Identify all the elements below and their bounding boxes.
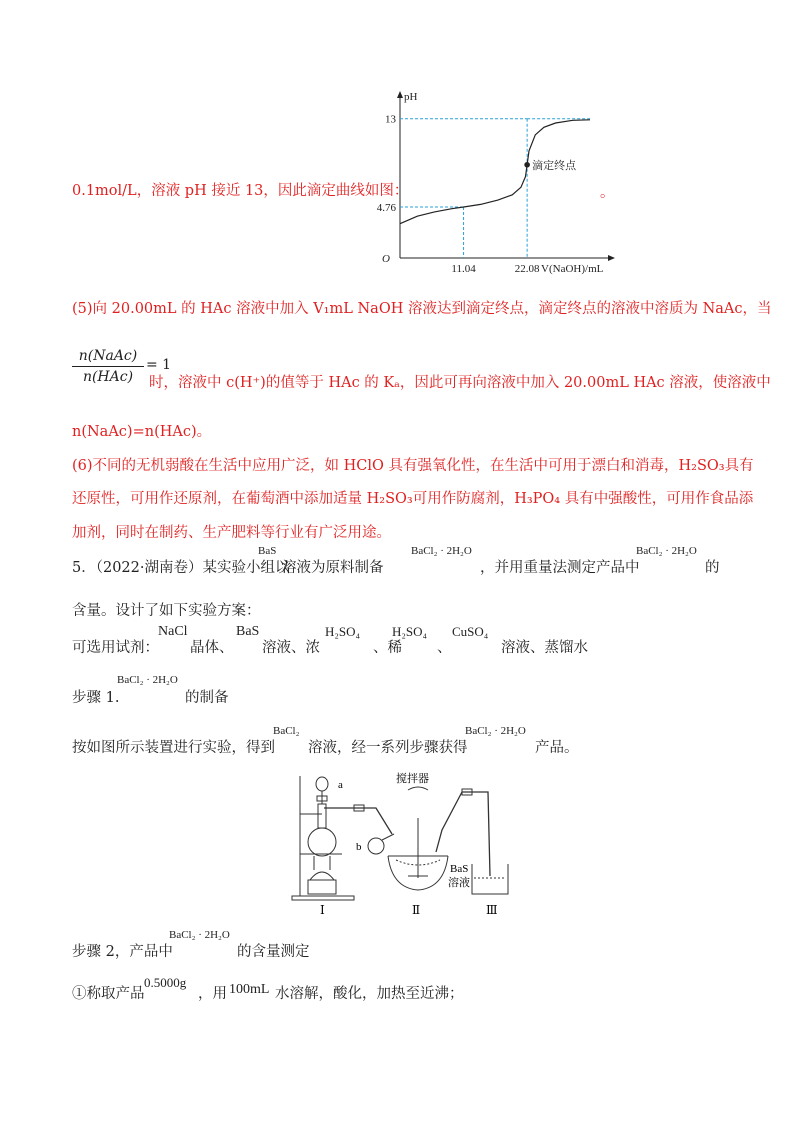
endpoint-label: 滴定终点 [532,159,577,172]
part5-line3: n(NaAc)=n(HAc)。 [72,424,212,440]
y-axis-label: pH [404,91,418,103]
titration-curve-chart [370,88,620,283]
label-solution: 溶液 [448,877,470,889]
label-a: a [338,779,343,791]
part5-line2: 时，溶液中 c(H⁺)的值等于 HAc 的 Kₐ，因此可再向溶液中加入 20.00mL HAc 溶液，使溶液中 [149,375,771,391]
dropping-funnel [316,777,328,791]
x-tick-label: 11.04 [451,263,476,275]
fraction-numerator: n(NaAc) [78,348,138,364]
label-stirrer: 搅拌器 [396,773,429,785]
fraction-denominator: n(HAc) [82,369,134,385]
q5-intro-c: ，并用重量法测定产品中 [480,560,640,576]
formula-bacl2-2h2o: BaCl₂ · 2H₂O [117,674,178,686]
procedure-text-b: 溶液，经一系列步骤获得 [308,740,468,756]
reagent-text-1: 晶体、 [190,640,234,656]
formula-nacl: NaCl [158,624,188,639]
y-tick-label: 4.76 [376,202,396,214]
q5-intro-d: 的 [705,560,720,576]
formula-bacl2: BaCl₂ [273,725,300,737]
procedure-text-c: 产品。 [535,740,579,756]
part5-line1: (5)向 20.00mL 的 HAc 溶液中加入 V₁mL NaOH 溶液达到滴定终点，滴定终点的溶液中溶质为 NaAc，当 [72,301,772,317]
measure1-c: 水溶解，酸化，加热至近沸； [275,986,464,1002]
step1-label: 步骤 1. [72,690,120,706]
q5-intro-a: 5．（2022·湖南卷）某实验小组以 [72,560,290,576]
mole-ratio-fraction [72,348,144,385]
reagent-text-5: 溶液、蒸馏水 [501,640,588,656]
step2-text: 的含量测定 [237,944,310,960]
y-tick-label: 13 [385,113,396,126]
titration-intro-text: 0.1mol/L，溶液 pH 接近 13，因此滴定曲线如图： [72,183,409,199]
part6-line2: 还原性，可用作还原剂，在葡萄酒中添加适量 H₂SO₃可用作防腐剂，H₃PO₄ 具有中强酸性，可用作食品添 [72,491,754,507]
reagents-label: 可选用试剂： [72,640,159,656]
q5-intro-b: 溶液为原料制备 [282,560,384,576]
formula-h2so4: H₂SO₄ [392,624,428,639]
reagent-text-4: 、 [437,640,452,656]
formula-bas: BaS [236,624,260,639]
formula-h2so4: H₂SO₄ [325,624,361,639]
measure1-b: ，用 [198,986,227,1002]
safety-bulb-b [368,838,384,854]
q5-line2: 含量。设计了如下实验方案： [72,603,261,619]
part6-line3: 加剂，同时在制药、生产肥料等行业有广泛用途。 [72,525,391,541]
part6-line1: (6)不同的无机弱酸在生活中应用广泛，如 HClO 具有强氧化性，在生活中可用于漂白和消毒，H₂SO₃具有 [72,458,754,474]
sample-mass: 0.5000g [144,975,187,990]
label-bas: BaS [450,863,469,875]
endpoint-marker [524,162,530,168]
procedure-text-a: 按如图所示装置进行实验，得到 [72,740,275,756]
label-I: Ⅰ [320,903,325,917]
reagent-text-2: 溶液、浓 [262,640,320,656]
x-axis-label: V(NaOH)/mL [541,263,604,275]
apparatus-diagram [290,768,520,918]
formula-bacl2-2h2o: BaCl₂ · 2H₂O [636,545,697,557]
fraction-equals: = 1 [146,357,172,373]
formula-bacl2-2h2o: BaCl₂ · 2H₂O [465,725,526,737]
x-tick-label: 22.08 [514,263,540,275]
stand-base [292,896,354,900]
reagent-text-3: 、稀 [373,640,402,656]
step2-label: 步骤 2，产品中 [72,944,173,960]
formula-bacl2-2h2o: BaCl₂ · 2H₂O [411,545,472,557]
label-III: Ⅲ [486,903,498,917]
formula-cuso4: CuSO₄ [452,624,489,639]
label-b: b [356,841,362,853]
label-II: Ⅱ [412,903,421,917]
formula-bas: BaS [258,545,277,557]
formula-bacl2-2h2o: BaCl₂ · 2H₂O [169,929,230,941]
stirrer-rotation-arrow [408,787,428,790]
origin-label: O [382,253,390,265]
titration-intro-period: 。 [600,185,615,201]
water-volume: 100mL [229,982,270,997]
alcohol-lamp [308,880,336,894]
flask-I [308,828,336,856]
measure1-a: ①称取产品 [72,986,145,1002]
step1-text: 的制备 [185,690,229,706]
